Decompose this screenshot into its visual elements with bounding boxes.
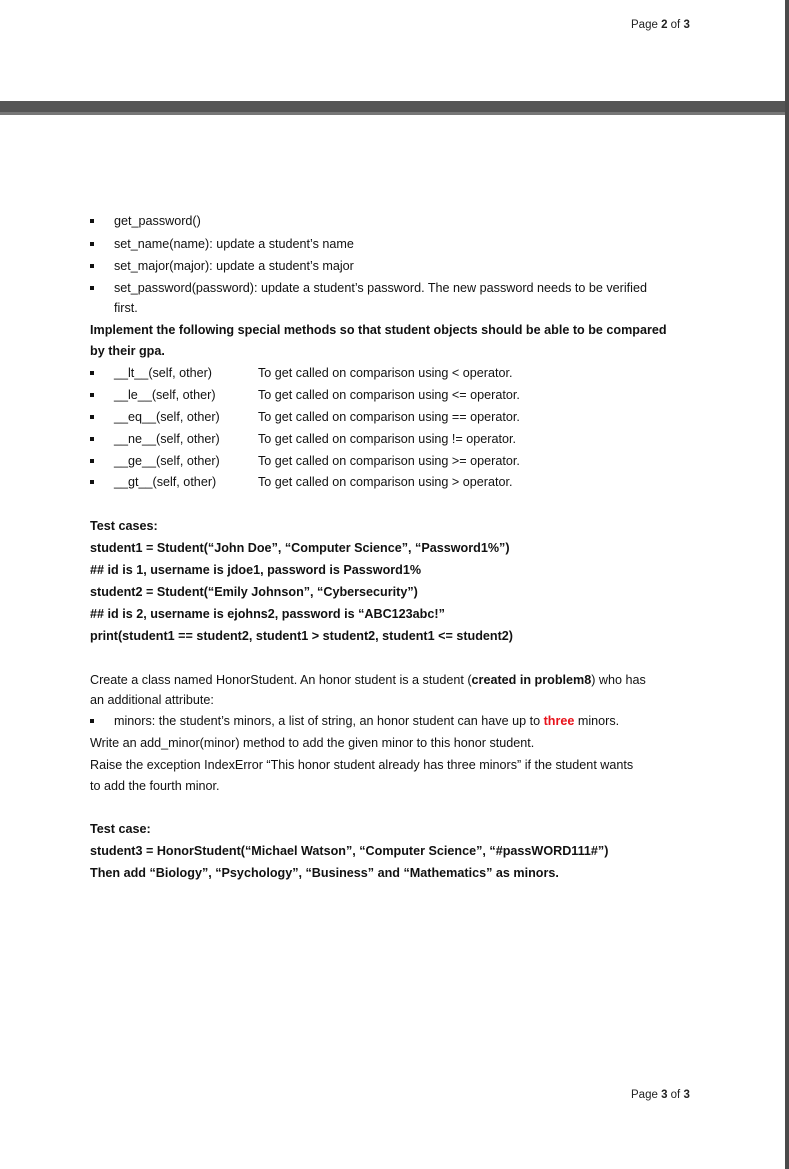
code-line: ## id is 2, username is ejohns2, password is “ABC123abc!” <box>90 607 445 621</box>
test-cases-heading: Test cases: <box>90 519 158 533</box>
honor-paragraph: Write an add_minor(minor) method to add the given minor to this honor student. <box>90 736 535 750</box>
code-line: ## id is 1, username is jdoe1, password is Password1% <box>90 563 422 577</box>
code-line: Then add “Biology”, “Psychology”, “Business” and “Mathematics” as minors. <box>90 866 559 880</box>
test-case-heading: Test case: <box>90 822 151 836</box>
list-item-continuation: first. <box>114 301 138 315</box>
code-line: student2 = Student(“Emily Johnson”, “Cybersecurity”) <box>90 585 418 599</box>
page-number-top: Page 2 of 3 <box>631 19 690 31</box>
page-right-edge <box>785 0 789 1169</box>
page-number-bottom: Page 3 of 3 <box>631 1089 690 1101</box>
honor-paragraph: Create a class named HonorStudent. An honor student is a student (created in problem8) who has <box>90 673 646 687</box>
special-methods-intro: Implement the following special methods so that student objects should be able to be compared <box>90 323 667 337</box>
special-methods-intro-cont: by their gpa. <box>90 344 165 358</box>
code-line: student3 = HonorStudent(“Michael Watson”, “Computer Science”, “#passWORD111#”) <box>90 844 609 858</box>
code-line: student1 = Student(“John Doe”, “Computer Science”, “Password1%”) <box>90 541 510 555</box>
page-separator-bar <box>0 101 785 115</box>
honor-paragraph-cont: an additional attribute: <box>90 693 214 707</box>
code-line: print(student1 == student2, student1 > student2, student1 <= student2) <box>90 629 513 643</box>
honor-paragraph: Raise the exception IndexError “This honor student already has three minors” if the student wants <box>90 758 634 772</box>
honor-paragraph-cont: to add the fourth minor. <box>90 779 220 793</box>
